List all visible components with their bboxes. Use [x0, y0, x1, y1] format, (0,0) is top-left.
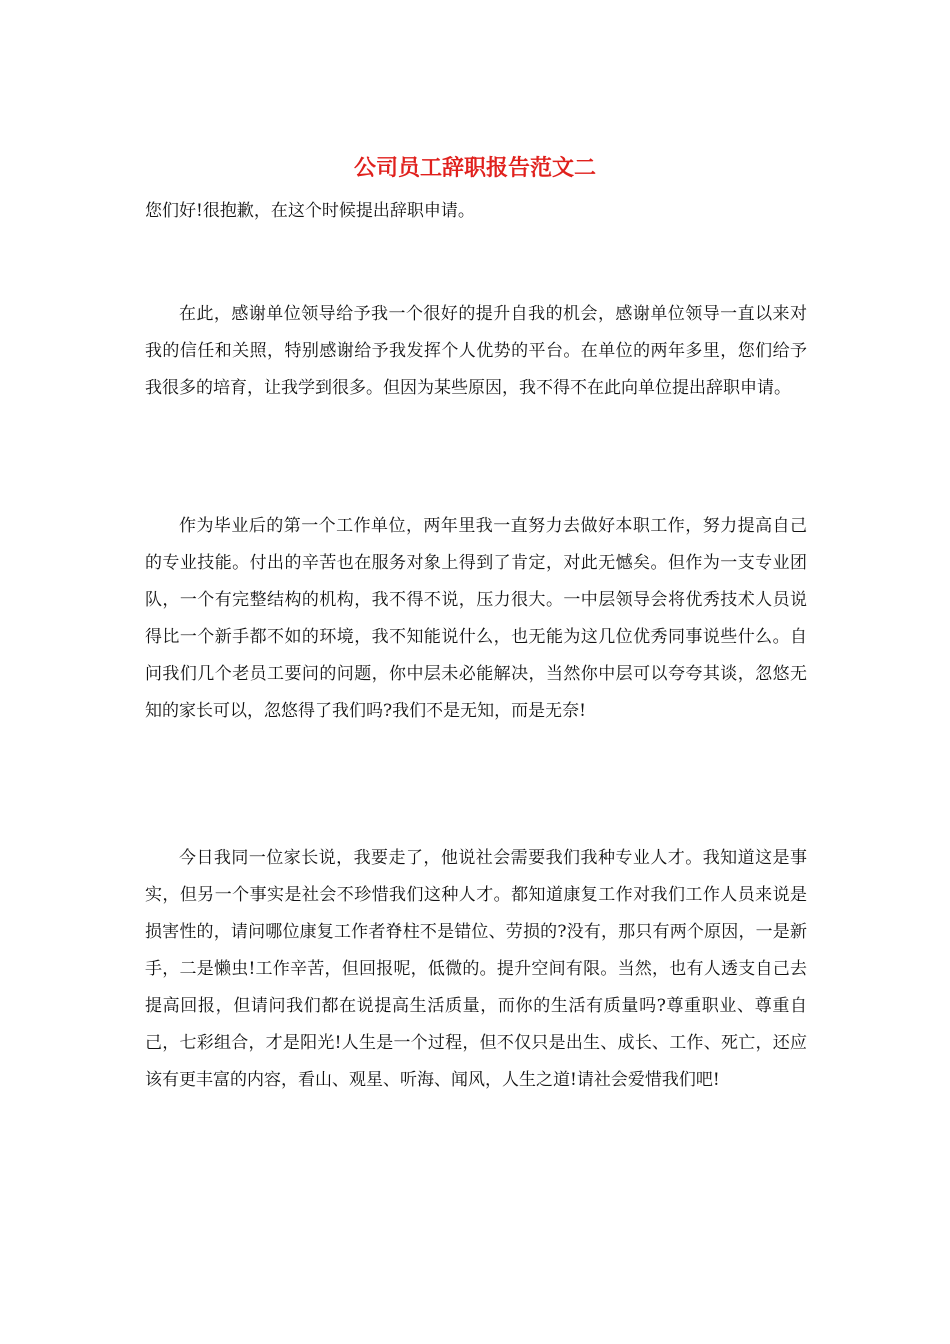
body-paragraph-1: 在此，感谢单位领导给予我一个很好的提升自我的机会，感谢单位领导一直以来对我的信任和关照，特别感谢给予我发挥个人优势的平台。在单位的两年多里，您们给予我很多的培育，让我学到很多。但因为某些原因，我不得不在此向单位提出辞职申请。 — [145, 304, 807, 398]
body-paragraph-2: 作为毕业后的第一个工作单位，两年里我一直努力去做好本职工作，努力提高自己的专业技能。付出的辛苦也在服务对象上得到了肯定，对此无憾矣。但作为一支专业团队，一个有完整结构的机构，我不得不说，压力很大。一中层领导会将优秀技术人员说得比一个新手都不如的环境，我不知能说什么，也无能为这几位优秀同事说些什么。自问我们几个老员工要问的问题，你中层未必能解决，当然你中层可以夸夸其谈，忽悠无知的家长可以，忽悠得了我们吗?我们不是无知，而是无奈! — [145, 516, 807, 721]
body-paragraph-3: 今日我同一位家长说，我要走了，他说社会需要我们我种专业人才。我知道这是事实，但另一个事实是社会不珍惜我们这种人才。都知道康复工作对我们工作人员来说是损害性的，请问哪位康复工作者脊柱不是错位、劳损的?没有，那只有两个原因，一是新手，二是懒虫!工作辛苦，但回报呢，低微的。提升空间有限。当然，也有人透支自己去提高回报，但请问我们都在说提高生活质量，而你的生活有质量吗?尊重职业、尊重自己，七彩组合，才是阳光!人生是一个过程，但不仅只是出生、成长、工作、死亡，还应该有更丰富的内容，看山、观星、听海、闻风，人生之道!请社会爱惜我们吧! — [145, 848, 807, 1090]
document-title: 公司员工辞职报告范文二 — [353, 155, 596, 181]
greeting-line: 您们好!很抱歉，在这个时候提出辞职申请。 — [145, 201, 475, 221]
